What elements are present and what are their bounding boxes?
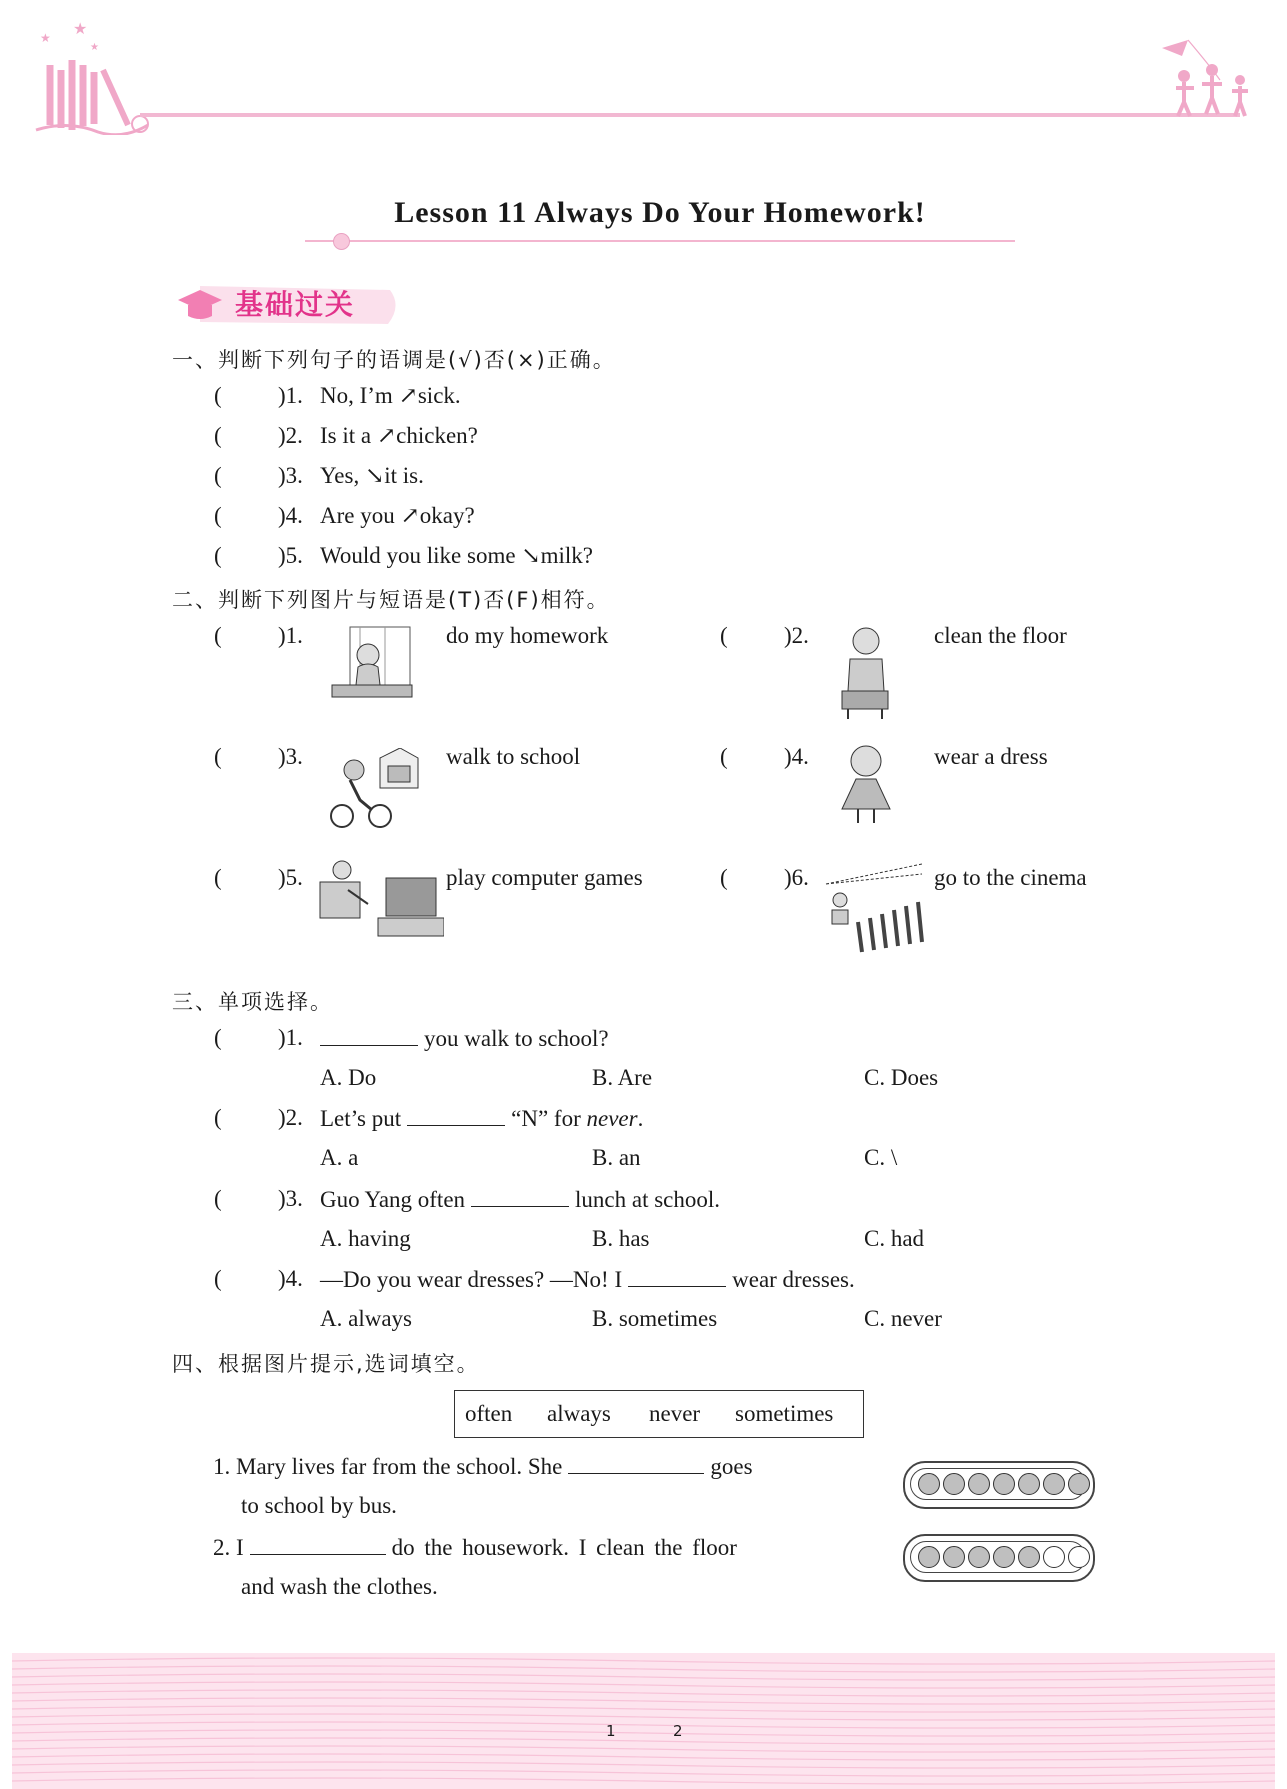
question (320, 1025, 609, 1052)
sentence-post: okay? (419, 503, 475, 528)
sentence-post: sick. (417, 383, 461, 408)
option-a[interactable]: A. always (320, 1306, 412, 1331)
question (320, 1266, 855, 1293)
italic-word: never (586, 1106, 638, 1131)
question-post: “N” for (511, 1106, 587, 1131)
girl-in-dress-image (836, 743, 896, 827)
option-b[interactable]: B. an (592, 1145, 641, 1170)
item-number: )3. (278, 463, 303, 488)
children-kite-icon (1160, 36, 1260, 120)
word-option: always (547, 1401, 611, 1426)
frequency-dot (1068, 1546, 1090, 1568)
sentence-post: milk? (540, 543, 593, 568)
answer-paren[interactable]: ( (720, 623, 728, 648)
word-option: sometimes (735, 1401, 834, 1426)
option-a[interactable]: A. having (320, 1226, 411, 1251)
item-number: )6. (784, 865, 809, 890)
frequency-dot (943, 1546, 965, 1568)
question-end: . (637, 1106, 644, 1131)
sentence-pre: Is it a (320, 423, 377, 448)
answer-paren[interactable]: ( (214, 543, 222, 568)
header-logo-decoration (28, 20, 158, 135)
sentence-post: it is. (384, 463, 424, 488)
item-number: )3. (278, 744, 303, 769)
question-post: lunch at school. (575, 1187, 721, 1212)
footer-band (12, 1653, 1275, 1789)
fill-question-2-line2: and wash the clothes. (241, 1574, 438, 1599)
frequency-dot (943, 1473, 965, 1495)
phrase: do my homework (446, 623, 609, 648)
question (320, 1186, 720, 1213)
kids-playing-computer-image (318, 860, 444, 940)
cinema-audience-image (822, 862, 926, 958)
phrase: wear a dress (934, 744, 1048, 769)
frequency-dot (918, 1473, 940, 1495)
question-pre: Guo Yang often (320, 1187, 466, 1212)
frequency-dot (1043, 1473, 1065, 1495)
title-underline (305, 240, 1015, 242)
answer-paren[interactable]: ( (720, 744, 728, 769)
sentence (320, 543, 593, 569)
item-number: )4. (278, 1266, 303, 1291)
item-number: )5. (278, 543, 303, 568)
sentence (320, 383, 461, 409)
title-dot (333, 233, 350, 250)
word-option: often (465, 1401, 513, 1426)
option-c[interactable]: C. \ (864, 1145, 898, 1170)
item-number: )1. (278, 623, 303, 648)
page-number-left: 1 (606, 1722, 616, 1740)
svg-text:★: ★ (40, 31, 51, 45)
girl-riding-bike-to-school-image (330, 748, 420, 830)
fill-question-2 (213, 1534, 737, 1561)
header-rule (140, 113, 1240, 117)
frequency-dot (918, 1546, 940, 1568)
section2-heading: 二、判断下列图片与短语是(T)否(F)相符。 (172, 588, 610, 612)
falling-arrow-icon: ↘ (364, 463, 385, 488)
sentence-pre: Are you (320, 503, 401, 528)
answer-paren[interactable]: ( (214, 1186, 222, 1211)
item-number: )4. (784, 744, 809, 769)
option-b[interactable]: B. Are (592, 1065, 653, 1090)
rising-arrow-icon: ↗ (400, 503, 420, 528)
sentence-pre: No, I’m (320, 383, 399, 408)
answer-paren[interactable]: ( (214, 1025, 222, 1050)
phrase: go to the cinema (934, 865, 1087, 890)
frequency-dot (993, 1473, 1015, 1495)
word-bank (454, 1390, 864, 1438)
question-post: do the housework. I clean the floor (391, 1535, 737, 1560)
answer-blank[interactable] (568, 1453, 704, 1474)
section1-heading: 一、判断下列句子的语调是(√)否(×)正确。 (172, 348, 616, 372)
answer-paren[interactable]: ( (214, 1105, 222, 1130)
answer-paren[interactable]: ( (214, 383, 222, 408)
answer-blank[interactable] (250, 1534, 386, 1555)
question-post: wear dresses. (732, 1267, 855, 1292)
phrase: clean the floor (934, 623, 1067, 648)
answer-paren[interactable]: ( (720, 865, 728, 890)
page-title: Lesson 11 Always Do Your Homework! (394, 196, 926, 229)
question-post: you walk to school? (424, 1026, 609, 1051)
item-number: )1. (278, 383, 303, 408)
option-a[interactable]: A. Do (320, 1065, 377, 1090)
fill-question-1 (213, 1453, 753, 1480)
answer-paren[interactable]: ( (214, 1266, 222, 1291)
answer-paren[interactable]: ( (214, 463, 222, 488)
frequency-dot (993, 1546, 1015, 1568)
frequency-meter-1 (903, 1461, 1095, 1509)
answer-blank[interactable] (320, 1025, 418, 1046)
sentence (320, 423, 478, 449)
option-c[interactable]: C. never (864, 1306, 942, 1331)
sentence (320, 463, 424, 489)
item-number: )2. (278, 1105, 303, 1130)
answer-blank[interactable] (628, 1266, 726, 1287)
fill-question-1-line2: to school by bus. (241, 1493, 397, 1518)
svg-text:★: ★ (73, 20, 88, 38)
item-number: )1. (278, 1025, 303, 1050)
question-pre: Let’s put (320, 1106, 402, 1131)
answer-paren[interactable]: ( (214, 623, 222, 648)
question-pre: 2. I (213, 1535, 244, 1560)
rising-arrow-icon: ↗ (376, 423, 397, 448)
item-number: )4. (278, 503, 303, 528)
frequency-dot (1018, 1546, 1040, 1568)
item-number: )5. (278, 865, 303, 890)
frequency-dot (968, 1473, 990, 1495)
girl-cleaning-image (836, 625, 894, 721)
question-pre: 1. Mary lives far from the school. She (213, 1454, 563, 1479)
answer-paren[interactable]: ( (214, 744, 222, 769)
page-number-right: 2 (673, 1722, 683, 1740)
section3-heading: 三、单项选择。 (172, 990, 333, 1014)
answer-paren[interactable]: ( (214, 423, 222, 448)
question-post: goes (710, 1454, 753, 1479)
option-c[interactable]: C. had (864, 1226, 925, 1251)
frequency-dot (1043, 1546, 1065, 1568)
falling-arrow-icon: ↘ (521, 543, 541, 568)
rising-arrow-icon: ↗ (398, 383, 418, 408)
question-pre: —Do you wear dresses? —No! I (320, 1267, 623, 1292)
phrase: walk to school (446, 744, 581, 769)
section-banner: 基础过关 (235, 288, 356, 321)
option-b[interactable]: B. has (592, 1226, 650, 1251)
frequency-dot (1018, 1473, 1040, 1495)
item-number: )2. (784, 623, 809, 648)
answer-blank[interactable] (407, 1105, 505, 1126)
item-number: )3. (278, 1186, 303, 1211)
sentence-pre: Yes, (320, 463, 365, 488)
option-b[interactable]: B. sometimes (592, 1306, 718, 1331)
sentence (320, 503, 475, 529)
answer-paren[interactable]: ( (214, 865, 222, 890)
frequency-meter-2 (903, 1534, 1095, 1582)
girl-doing-homework-image (330, 625, 414, 707)
word-option: never (649, 1401, 701, 1426)
phrase: play computer games (446, 865, 643, 890)
option-c[interactable]: C. Does (864, 1065, 939, 1090)
sentence-pre: Would you like some (320, 543, 522, 568)
answer-blank[interactable] (471, 1186, 569, 1207)
footer-wave-pattern (12, 1653, 1275, 1789)
answer-paren[interactable]: ( (214, 503, 222, 528)
frequency-dot (968, 1546, 990, 1568)
option-a[interactable]: A. a (320, 1145, 359, 1170)
frequency-dot (1068, 1473, 1090, 1495)
svg-text:★: ★ (90, 42, 99, 53)
section4-heading: 四、根据图片提示,选词填空。 (172, 1352, 480, 1376)
sentence-post: chicken? (396, 423, 478, 448)
question (320, 1105, 643, 1132)
item-number: )2. (278, 423, 303, 448)
